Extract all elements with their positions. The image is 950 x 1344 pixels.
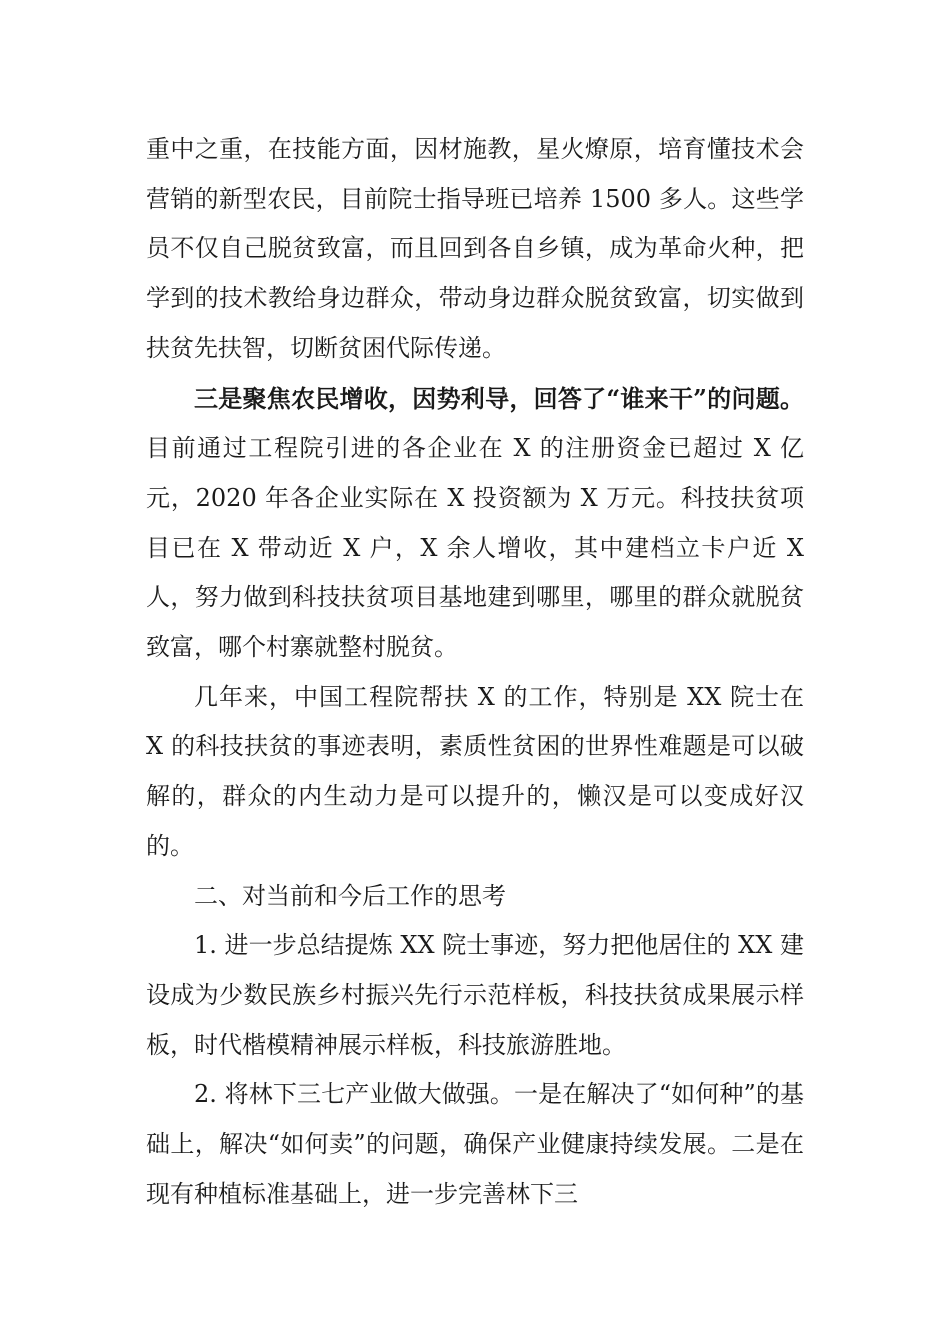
list-item-2: 2. 将林下三七产业做大做强。一是在解决了“如何种”的基础上，解决“如何卖”的问题，确保产业健康持续发展。二是在现有种植标准基础上，进一步完善林下三 xyxy=(146,1080,804,1208)
document-body xyxy=(146,125,804,1219)
paragraph-income-body: 目前通过工程院引进的各企业在 X 的注册资金已超过 X 亿元，2020 年各企业实际在 X 投资额为 X 万元。科技扶贫项目已在 X 带动近 X 户，X 余人增收，其中建档立卡户近 X 人，努力做到科技扶贫项目基地建到哪里，哪里的群众就脱贫致富，哪个村寨就整村脱贫。 xyxy=(146,434,804,662)
paragraph-training: 重中之重，在技能方面，因材施教，星火燎原，培育懂技术会营销的新型农民，目前院士指导班已培养 1500 多人。这些学员不仅自己脱贫致富，而且回到各自乡镇，成为革命火种，把学到的技术教给身边群众，带动身边群众脱贫致富，切实做到扶贫先扶智，切断贫困代际传递。 xyxy=(146,135,804,362)
paragraph-summary: 几年来，中国工程院帮扶 X 的工作，特别是 XX 院士在 X 的科技扶贫的事迹表明，素质性贫困的世界性难题是可以破解的，群众的内生动力是可以提升的，懒汉是可以变成好汉的。 xyxy=(146,682,804,860)
paragraph-income-lead: 三是聚焦农民增收，因势利导，回答了“谁来干”的问题。 xyxy=(194,383,804,413)
paragraph-income xyxy=(146,374,804,673)
list-item-1: 1. 进一步总结提炼 XX 院士事迹，努力把他居住的 XX 建设成为少数民族乡村振兴先行示范样板，科技扶贫成果展示样板，时代楷模精神展示样板，科技旅游胜地。 xyxy=(146,931,804,1059)
section-heading-2: 二、对当前和今后工作的思考 xyxy=(194,881,506,910)
